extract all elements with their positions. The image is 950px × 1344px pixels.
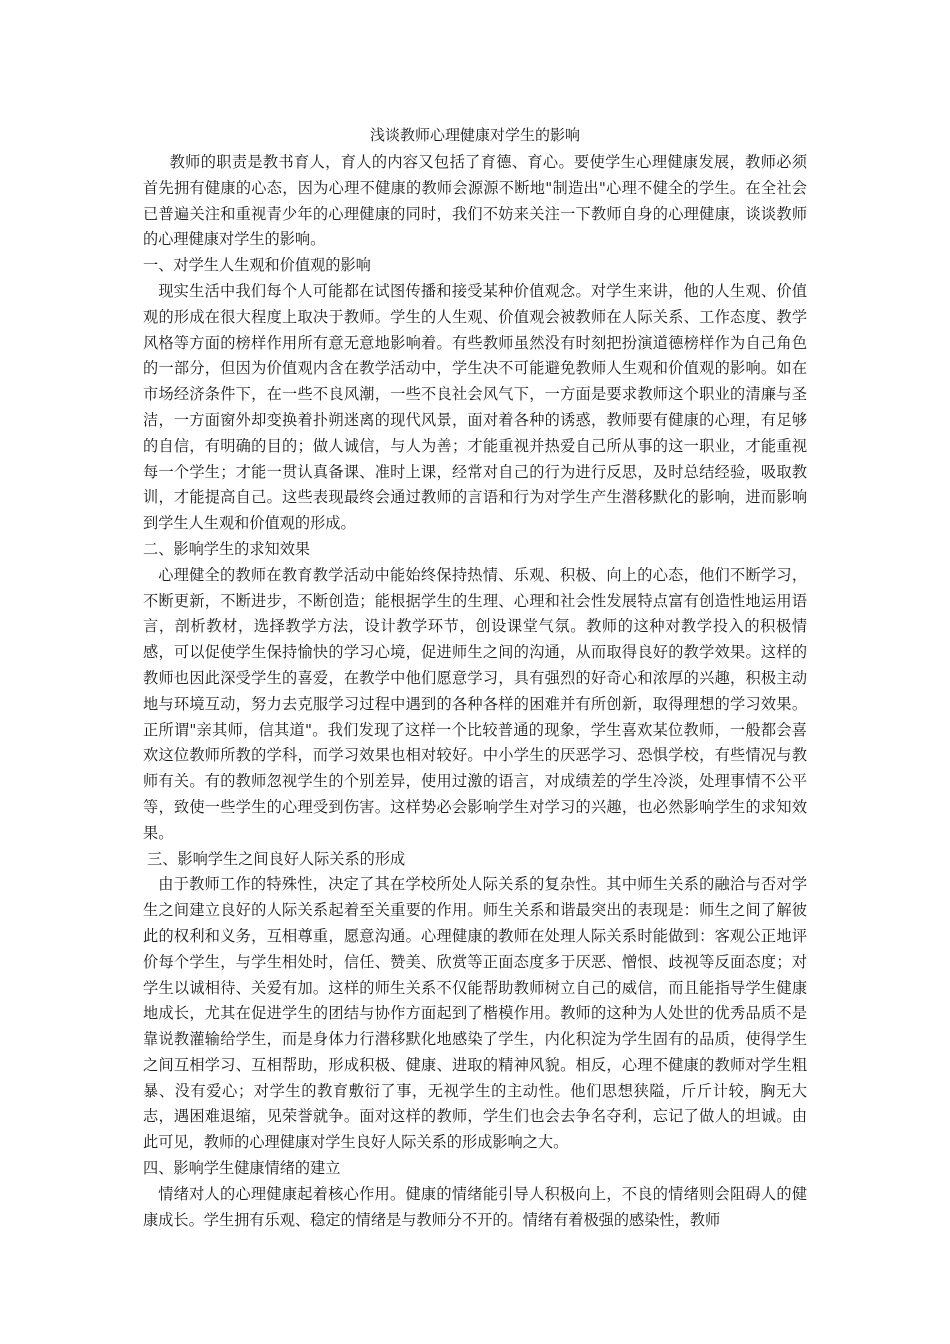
document-page (143, 124, 807, 1233)
section-body-4: 情绪对人的心理健康起着核心作用。健康的情绪能引导人积极向上，不良的情绪则会阻碍人的健康成长。学生拥有乐观、稳定的情绪是与教师分不开的。情绪有着极强的感染性，教师 (143, 1184, 807, 1229)
section-body-3: 由于教师工作的特殊性，决定了其在学校所处人际关系的复杂性。其中师生关系的融洽与否对学生之间建立良好的人际关系起着至关重要的作用。师生关系和谐最突出的表现是：师生之间了解彼此的权利和义务，互相尊重，愿意沟通。心理健康的教师在处理人际关系时能做到：客观公正地评价每个学生，与学生相处时，信任、赞美、欣赏等正面态度多于厌恶、憎恨、歧视等反面态度；对学生以诚相待、关爱有加。这样的师生关系不仅能帮助教师树立自己的威信，而且能指导学生健康地成长，尤其在促进学生的团结与协作方面起到了楷模作用。教师的这种为人处世的优秀品质不是靠说教灌输给学生，而是身体力行潜移默化地感染了学生，内化积淀为学生固有的品质，使得学生之间互相学习、互相帮助，形成积极、健康、进取的精神风貌。相反，心理不健康的教师对学生粗暴、没有爱心；对学生的教育敷衍了事，无视学生的主动性。他们思想狭隘，斤斤计较，胸无大志，遇困难退缩，见荣誉就争。面对这样的教师，学生们也会去争名夺利，忘记了做人的坦诚。由此可见，教师的心理健康对学生良好人际关系的形成影响之大。 (143, 875, 807, 1152)
section-body-1: 现实生活中我们每个人可能都在试图传播和接受某种价值观念。对学生来讲，他的人生观、价值观的形成在很大程度上取决于教师。学生的人生观、价值观会被教师在人际关系、工作态度、教学风格等方面的榜样作用所有意无意地影响着。有些教师虽然没有时刻把扮演道德榜样作为自己角色的一部分，但因为价值观内含在教学活动中，学生决不可能避免教师人生观和价值观的影响。如在市场经济条件下，在一些不良风潮，一些不良社会风气下，一方面是要求教师这个职业的清廉与圣洁，一方面窗外却变换着扑朔迷离的现代风景，面对着各种的诱惑，教师要有健康的心理，有足够的自信，有明确的目的；做人诚信，与人为善；才能重视并热爱自己所从事的这一职业，才能重视每一个学生；才能一贯认真备课、准时上课，经常对自己的行为进行反思，及时总结经验，吸取教训，才能提高自己。这些表现最终会通过教师的言语和行为对学生产生潜移默化的影响，进而影响到学生人生观和价值观的形成。 (143, 281, 807, 533)
section-heading-2: 二、影响学生的求知效果 (143, 539, 311, 558)
section-heading-3: 三、影响学生之间良好人际关系的形成 (147, 849, 406, 868)
section-body-2: 心理健全的教师在教育教学活动中能始终保持热情、乐观、积极、向上的心态，他们不断学习，不断更新，不断进步，不断创造；能根据学生的生理、心理和社会性发展特点富有创造性地运用语言，剖析教材，选择教学方法，设计教学环节，创设课堂气氛。教师的这种对教学投入的积极情感，可以促使学生保持愉快的学习心境，促进师生之间的沟通，从而取得良好的教学效果。这样的教师也因此深受学生的喜爱，在教学中他们愿意学习，具有强烈的好奇心和浓厚的兴趣，积极主动地与环境互动，努力去克服学习过程中遇到的各种各样的困难并有所创新，取得理想的学习效果。正所谓"亲其师，信其道"。我们发现了这样一个比较普通的现象，学生喜欢某位教师，一般都会喜欢这位教师所教的学科，而学习效果也相对较好。中小学生的厌恶学习、恐惧学校，有些情况与教师有关。有的教师忽视学生的个别差异，使用过激的语言，对成绩差的学生冷淡，处理事情不公平等，致使一些学生的心理受到伤害。这样势必会影响学生对学习的兴趣，也必然影响学生的求知效果。 (143, 565, 807, 842)
section-heading-4: 四、影响学生健康情绪的建立 (143, 1159, 341, 1178)
section-heading-1: 一、对学生人生观和价值观的影响 (143, 256, 371, 275)
document-title: 浅谈教师心理健康对学生的影响 (369, 126, 580, 144)
intro-paragraph: 教师的职责是教书育人，育人的内容又包括了育德、育心。要使学生心理健康发展，教师必须首先拥有健康的心态，因为心理不健康的教师会源源不断地"制造出"心理不健全的学生。在全社会已普遍关注和重视青少年的心理健康的同时，我们不妨来关注一下教师自身的心理健康，谈谈教师的心理健康对学生的影响。 (143, 153, 807, 249)
